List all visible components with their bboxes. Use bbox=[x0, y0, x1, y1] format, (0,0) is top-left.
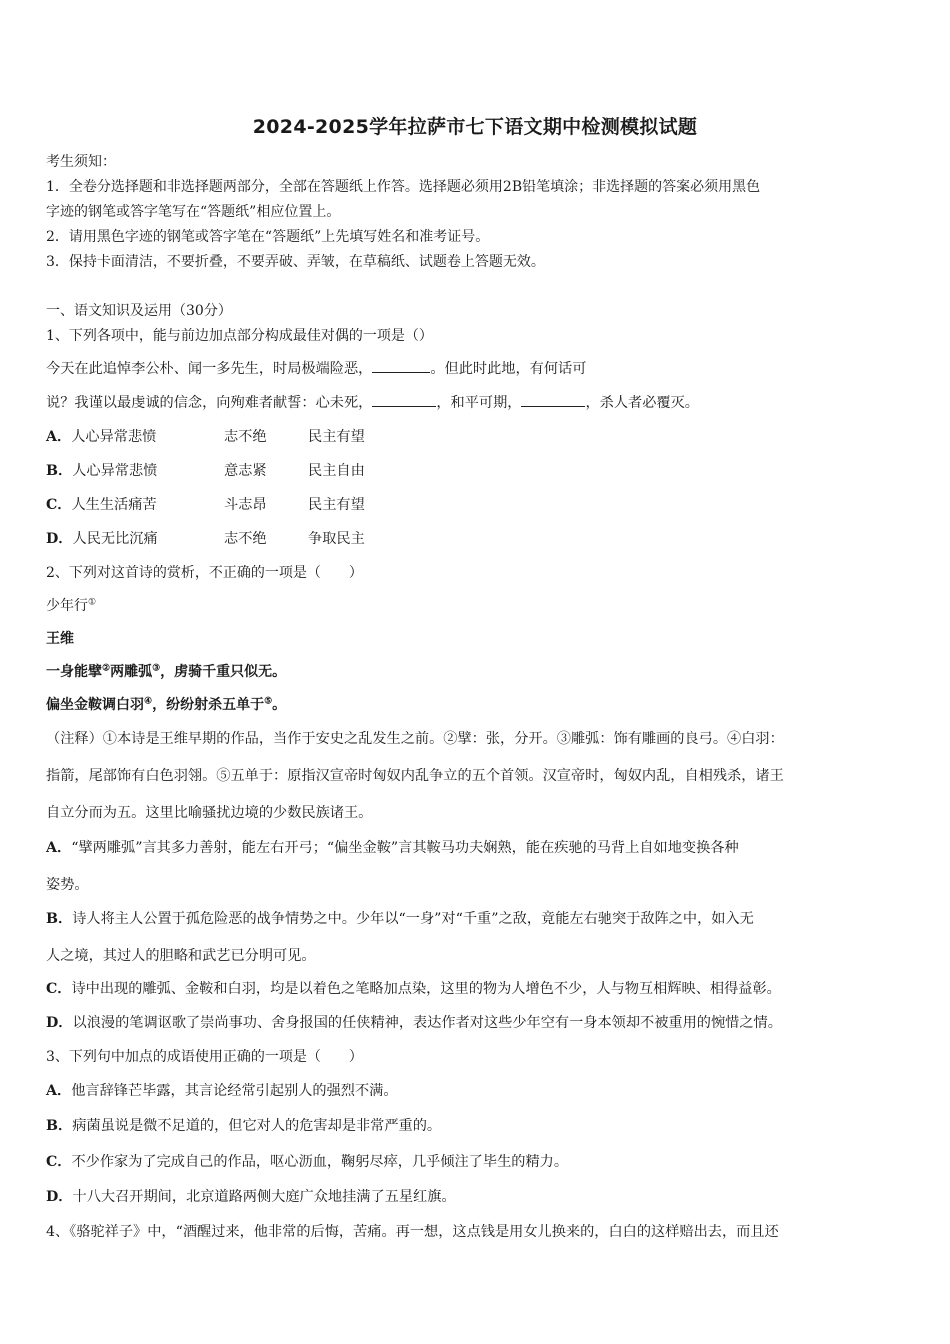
q2-option-b-cont: 人之境，其过人的胆略和武艺已分明可见。 bbox=[46, 948, 316, 964]
option-label: D． bbox=[46, 1015, 73, 1031]
q1-blank-1 bbox=[372, 360, 430, 373]
option-text: 病菌虽说是微不足道的，但它对人的危害却是非常严重的。 bbox=[72, 1118, 442, 1134]
q2-option-a-cont: 姿势。 bbox=[46, 877, 89, 893]
q2-option-a[interactable] bbox=[46, 839, 908, 857]
q1-option-b[interactable] bbox=[46, 462, 908, 480]
q1-passage-line-2 bbox=[46, 394, 908, 412]
option-label: A． bbox=[46, 429, 72, 445]
option-label: D． bbox=[46, 531, 73, 547]
page-title: 2024-2025学年拉萨市七下语文期中检测模拟试题 bbox=[252, 116, 698, 138]
poem-title-footnote: ① bbox=[88, 597, 97, 608]
section-heading: 一、语文知识及运用（30分） bbox=[46, 303, 232, 319]
option-col-2: 斗志昂 bbox=[224, 497, 267, 513]
poem-footnote-4: ④ bbox=[144, 696, 153, 707]
poem-line-1-a: 一身能擘 bbox=[46, 664, 102, 680]
option-label: C． bbox=[46, 497, 72, 513]
notice-heading: 考生须知： bbox=[46, 154, 116, 170]
option-text: 不少作家为了完成自己的作品，呕心沥血，鞠躬尽瘁，几乎倾注了毕生的精力。 bbox=[71, 1154, 569, 1170]
q3-option-d[interactable] bbox=[46, 1188, 908, 1206]
q2-option-c[interactable] bbox=[46, 980, 908, 998]
q2-option-b[interactable] bbox=[46, 910, 908, 928]
option-text: 诗中出现的雕弧、金鞍和白羽，均是以着色之笔略加点染，这里的物为人增色不少，人与物互相辉映、相得益彰。 bbox=[71, 981, 781, 997]
q1-passage-text-d: ，和平可期， bbox=[436, 395, 522, 411]
q2-note-line-1: （注释）①本诗是王维早期的作品，当作于安史之乱发生之前。②擘：张，分开。③雕弧：饰有雕画的良弓。④白羽： bbox=[46, 731, 784, 747]
option-col-3: 争取民主 bbox=[308, 531, 365, 547]
q1-stem: 1、下列各项中，能与前边加点部分构成最佳对偶的一项是（） bbox=[46, 328, 433, 344]
q1-passage-line-1 bbox=[46, 360, 908, 378]
q2-poem-line-2 bbox=[46, 696, 908, 714]
q1-blank-3 bbox=[521, 394, 585, 407]
poem-footnote-3: ③ bbox=[152, 663, 161, 674]
option-col-1: 人心异常悲愤 bbox=[72, 463, 158, 479]
option-col-2: 志不绝 bbox=[224, 429, 267, 445]
notice-line-4: 3．保持卡面清洁，不要折叠，不要弄破、弄皱，在草稿纸、试题卷上答题无效。 bbox=[46, 254, 545, 270]
q2-poem-title bbox=[46, 597, 908, 615]
option-text: 诗人将主人公置于孤危险恶的战争情势之中。少年以“一身”对“千重”之敌，竟能左右驰突于敌阵之中，如入无 bbox=[72, 911, 754, 927]
q1-passage-text-e: ，杀人者必覆灭。 bbox=[585, 395, 699, 411]
option-text: 十八大召开期间，北京道路两侧大庭广众地挂满了五星红旗。 bbox=[72, 1189, 456, 1205]
q1-option-c[interactable] bbox=[46, 496, 908, 514]
q2-stem: 2、下列对这首诗的赏析，不正确的一项是（ ） bbox=[46, 565, 363, 581]
q2-note-line-2: 指箭，尾部饰有白色羽翎。⑤五单于：原指汉宣帝时匈奴内乱争立的五个首领。汉宣帝时，匈奴内乱，自相残杀，诸王 bbox=[46, 768, 784, 784]
option-col-3: 民主自由 bbox=[308, 463, 365, 479]
option-label: B． bbox=[46, 911, 73, 927]
q4-stem: 4、《骆驼祥子》中，“酒醒过来，他非常的后悔，苦痛。再一想，这点钱是用女儿换来的，白白的这样赔出去，而且还 bbox=[46, 1224, 779, 1240]
poem-line-2-a: 偏坐金鞍调白羽 bbox=[46, 697, 144, 713]
option-label: C． bbox=[46, 1154, 72, 1170]
option-col-1: 人心异常悲愤 bbox=[71, 429, 157, 445]
notice-line-1: 1．全卷分选择题和非选择题两部分，全部在答题纸上作答。选择题必须用2B铅笔填涂；非选择题的答案必须用黑色 bbox=[46, 179, 761, 195]
q2-note-line-3: 自立分而为五。这里比喻骚扰边境的少数民族诸王。 bbox=[46, 805, 373, 821]
q1-passage-text-b: 。但此时此地，有何话可 bbox=[430, 361, 587, 377]
option-label: C． bbox=[46, 981, 72, 997]
poem-footnote-5: ⑤ bbox=[264, 696, 273, 707]
q3-option-c[interactable] bbox=[46, 1153, 908, 1171]
poem-line-2-c: 。 bbox=[272, 697, 287, 713]
option-col-3: 民主有望 bbox=[308, 497, 365, 513]
option-col-2: 志不绝 bbox=[224, 531, 267, 547]
option-text: 他言辞锋芒毕露，其言论经常引起别人的强烈不满。 bbox=[71, 1083, 398, 1099]
poem-line-1-c: ，虏骑千重只似无。 bbox=[160, 664, 287, 680]
q1-option-a[interactable] bbox=[46, 428, 908, 446]
q1-blank-2 bbox=[372, 394, 436, 407]
poem-line-1-b: 两雕弧 bbox=[110, 664, 153, 680]
option-col-2: 意志紧 bbox=[224, 463, 267, 479]
option-col-3: 民主有望 bbox=[308, 429, 365, 445]
poem-footnote-2: ② bbox=[102, 663, 111, 674]
poem-title-text: 少年行 bbox=[46, 598, 88, 614]
q3-stem: 3、下列句中加点的成语使用正确的一项是（ ） bbox=[46, 1049, 363, 1065]
q1-passage-text-c: 说？我谨以最虔诚的信念，向殉难者献誓：心未死， bbox=[46, 395, 373, 411]
q3-option-a[interactable] bbox=[46, 1082, 908, 1100]
notice-line-2: 字迹的钢笔或答字笔写在“答题纸”相应位置上。 bbox=[46, 204, 341, 220]
notice-line-3: 2．请用黑色字迹的钢笔或答字笔在“答题纸”上先填写姓名和准考证号。 bbox=[46, 229, 490, 245]
q1-option-d[interactable] bbox=[46, 530, 908, 548]
q2-option-d[interactable] bbox=[46, 1014, 908, 1032]
option-label: B． bbox=[46, 463, 73, 479]
q3-option-b[interactable] bbox=[46, 1117, 908, 1135]
q2-poem-author: 王维 bbox=[46, 631, 74, 647]
option-text: “擘两雕弧”言其多力善射，能左右开弓；“偏坐金鞍”言其鞍马功夫娴熟，能在疾驰的马背上自如地变换各种 bbox=[71, 840, 739, 856]
option-label: A． bbox=[46, 1083, 72, 1099]
q2-poem-line-1 bbox=[46, 663, 908, 681]
poem-line-2-b: ，纷纷射杀五单于 bbox=[152, 697, 265, 713]
option-text: 以浪漫的笔调讴歌了崇尚事功、舍身报国的任侠精神，表达作者对这些少年空有一身本领却不被重用的惋惜之情。 bbox=[72, 1015, 782, 1031]
option-label: D． bbox=[46, 1189, 73, 1205]
q1-passage-text-a: 今天在此追悼李公朴、闻一多先生，时局极端险恶， bbox=[46, 361, 373, 377]
option-label: A． bbox=[46, 840, 72, 856]
option-col-1: 人民无比沉痛 bbox=[72, 531, 158, 547]
option-col-1: 人生生活痛苦 bbox=[71, 497, 157, 513]
option-label: B． bbox=[46, 1118, 73, 1134]
